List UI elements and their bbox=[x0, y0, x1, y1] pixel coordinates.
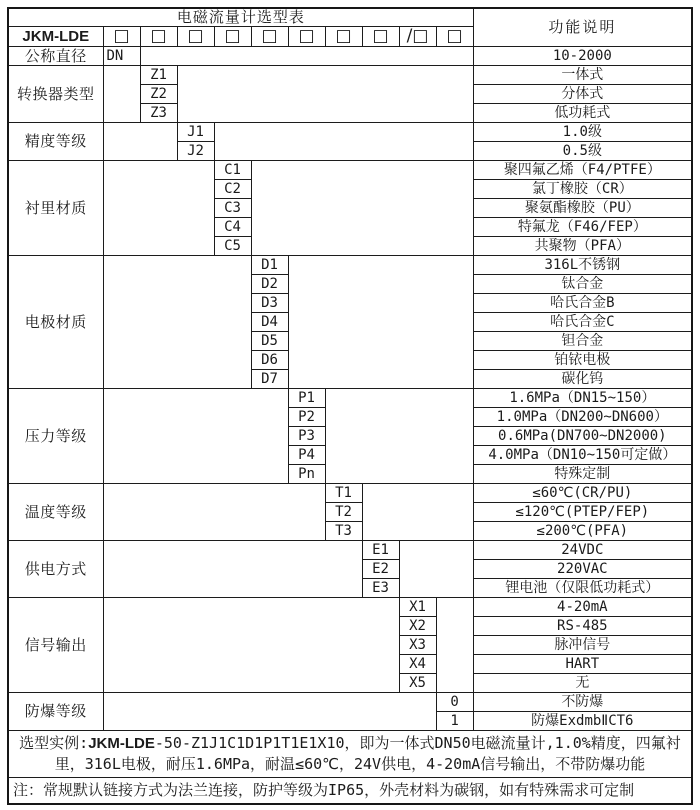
spacer-cell bbox=[251, 161, 473, 256]
option-desc: 钛合金 bbox=[473, 275, 692, 294]
model-code-slot-8: □ bbox=[362, 27, 399, 47]
model-code-slot-6: □ bbox=[288, 27, 325, 47]
option-desc: 1.0MPa（DN200~DN600） bbox=[473, 408, 692, 427]
option-code: P1 bbox=[288, 389, 325, 408]
option-code: D3 bbox=[251, 294, 288, 313]
selection-table bbox=[7, 7, 693, 805]
option-desc: RS-485 bbox=[473, 617, 692, 636]
option-desc: 一体式 bbox=[473, 66, 692, 85]
spacer-cell bbox=[362, 484, 473, 541]
option-code: P4 bbox=[288, 446, 325, 465]
option-desc: 防爆ExdmbⅡCT6 bbox=[473, 712, 692, 731]
option-code: T2 bbox=[325, 503, 362, 522]
spacer-cell bbox=[103, 161, 214, 256]
option-desc: 共聚物（PFA） bbox=[473, 237, 692, 256]
spacer-cell bbox=[103, 693, 436, 731]
option-code: Z2 bbox=[140, 85, 177, 104]
option-code: E2 bbox=[362, 560, 399, 579]
spacer-cell bbox=[214, 123, 473, 161]
spacer-cell bbox=[103, 598, 399, 693]
category-power-supply: 供电方式 bbox=[8, 541, 103, 598]
option-code: D5 bbox=[251, 332, 288, 351]
option-desc: 4-20mA bbox=[473, 598, 692, 617]
option-code: D2 bbox=[251, 275, 288, 294]
option-desc: 特氟龙（F46/FEP） bbox=[473, 218, 692, 237]
option-code: C3 bbox=[214, 199, 251, 218]
option-code: DN bbox=[103, 47, 140, 66]
category-signal-output: 信号输出 bbox=[8, 598, 103, 693]
option-code: C4 bbox=[214, 218, 251, 237]
model-code-slot-5: □ bbox=[251, 27, 288, 47]
option-desc: 特殊定制 bbox=[473, 465, 692, 484]
option-code: C2 bbox=[214, 180, 251, 199]
option-desc: 锂电池（仅限低功耗式） bbox=[473, 579, 692, 598]
option-code: E1 bbox=[362, 541, 399, 560]
category-converter-type: 转换器类型 bbox=[8, 66, 103, 123]
option-desc: 聚四氟乙烯（F4/PTFE） bbox=[473, 161, 692, 180]
option-desc: 1.0级 bbox=[473, 123, 692, 142]
spacer-cell bbox=[103, 256, 251, 389]
option-desc: 10-2000 bbox=[473, 47, 692, 66]
option-desc: 哈氏合金C bbox=[473, 313, 692, 332]
option-desc: 4.0MPa（DN10~150可定做） bbox=[473, 446, 692, 465]
model-prefix: JKM-LDE bbox=[8, 27, 103, 47]
option-desc: 聚氨酯橡胶（PU） bbox=[473, 199, 692, 218]
option-code: 1 bbox=[436, 712, 473, 731]
option-desc: 不防爆 bbox=[473, 693, 692, 712]
option-code: T3 bbox=[325, 522, 362, 541]
option-desc: 24VDC bbox=[473, 541, 692, 560]
option-code: J2 bbox=[177, 142, 214, 161]
option-desc: 碳化钨 bbox=[473, 370, 692, 389]
spacer-cell bbox=[288, 256, 473, 389]
option-desc: ≤120℃(PTEP/FEP) bbox=[473, 503, 692, 522]
function-column-header: 功能说明 bbox=[473, 8, 692, 47]
option-desc: 无 bbox=[473, 674, 692, 693]
option-code: X4 bbox=[399, 655, 436, 674]
example-model: JKM-LDE bbox=[88, 735, 155, 752]
option-code: X1 bbox=[399, 598, 436, 617]
example-detail: -50-Z1J1C1D1P1T1E1X10，即为一体式DN50电磁流量计,1.0%精度，四氟衬里，316L电极，耐压1.6MPa，耐温≤60℃，24V供电，4-20mA信号输出，不带防爆功能 bbox=[54, 734, 681, 773]
spacer-cell bbox=[325, 389, 473, 484]
option-code: P3 bbox=[288, 427, 325, 446]
option-code: D6 bbox=[251, 351, 288, 370]
spacer-cell bbox=[103, 484, 325, 541]
example-label: 选型实例: bbox=[19, 734, 89, 752]
option-code: C1 bbox=[214, 161, 251, 180]
table-title: 电磁流量计选型表 bbox=[8, 8, 473, 27]
option-code: X3 bbox=[399, 636, 436, 655]
option-code: E3 bbox=[362, 579, 399, 598]
option-desc: ≤60℃(CR/PU) bbox=[473, 484, 692, 503]
spacer-cell bbox=[103, 389, 288, 484]
option-code: D1 bbox=[251, 256, 288, 275]
option-code: J1 bbox=[177, 123, 214, 142]
category-explosion-proof: 防爆等级 bbox=[8, 693, 103, 731]
spacer-cell bbox=[436, 598, 473, 693]
option-code: D7 bbox=[251, 370, 288, 389]
option-desc: 0.6MPa(DN700~DN2000) bbox=[473, 427, 692, 446]
option-desc: 316L不锈钢 bbox=[473, 256, 692, 275]
option-code: Z1 bbox=[140, 66, 177, 85]
option-desc: 低功耗式 bbox=[473, 104, 692, 123]
option-desc: 1.6MPa（DN15~150） bbox=[473, 389, 692, 408]
model-code-slot-3: □ bbox=[177, 27, 214, 47]
category-accuracy-class: 精度等级 bbox=[8, 123, 103, 161]
model-code-slot-7: □ bbox=[325, 27, 362, 47]
option-code: 0 bbox=[436, 693, 473, 712]
option-desc: 钽合金 bbox=[473, 332, 692, 351]
option-code: X2 bbox=[399, 617, 436, 636]
spacer-cell bbox=[177, 66, 473, 123]
spacer-cell bbox=[103, 541, 362, 598]
spacer-cell bbox=[140, 47, 473, 66]
category-pressure-rating: 压力等级 bbox=[8, 389, 103, 484]
option-desc: ≤200℃(PFA) bbox=[473, 522, 692, 541]
model-code-slot-9: /□ bbox=[399, 27, 436, 47]
category-lining-material: 衬里材质 bbox=[8, 161, 103, 256]
option-desc: HART bbox=[473, 655, 692, 674]
option-desc: 脉冲信号 bbox=[473, 636, 692, 655]
option-code: T1 bbox=[325, 484, 362, 503]
selection-example bbox=[8, 731, 692, 778]
category-nominal-diameter: 公称直径 bbox=[8, 47, 103, 66]
option-desc: 0.5级 bbox=[473, 142, 692, 161]
option-code: C5 bbox=[214, 237, 251, 256]
model-code-slot-10: □ bbox=[436, 27, 473, 47]
note-text: 注：常规默认链接方式为法兰连接，防护等级为IP65，外壳材料为碳钢，如有特殊需求可定制 bbox=[8, 778, 692, 804]
option-code: Pn bbox=[288, 465, 325, 484]
option-desc: 氯丁橡胶（CR） bbox=[473, 180, 692, 199]
option-desc: 分体式 bbox=[473, 85, 692, 104]
option-desc: 铂铱电极 bbox=[473, 351, 692, 370]
spacer-cell bbox=[103, 66, 140, 123]
model-code-slot-4: □ bbox=[214, 27, 251, 47]
option-desc: 220VAC bbox=[473, 560, 692, 579]
model-code-slot-1: □ bbox=[103, 27, 140, 47]
category-temperature-rating: 温度等级 bbox=[8, 484, 103, 541]
category-electrode-material: 电极材质 bbox=[8, 256, 103, 389]
spacer-cell bbox=[103, 123, 177, 161]
option-desc: 哈氏合金B bbox=[473, 294, 692, 313]
option-code: P2 bbox=[288, 408, 325, 427]
option-code: Z3 bbox=[140, 104, 177, 123]
spacer-cell bbox=[399, 541, 473, 598]
option-code: X5 bbox=[399, 674, 436, 693]
model-code-slot-2: □ bbox=[140, 27, 177, 47]
option-code: D4 bbox=[251, 313, 288, 332]
